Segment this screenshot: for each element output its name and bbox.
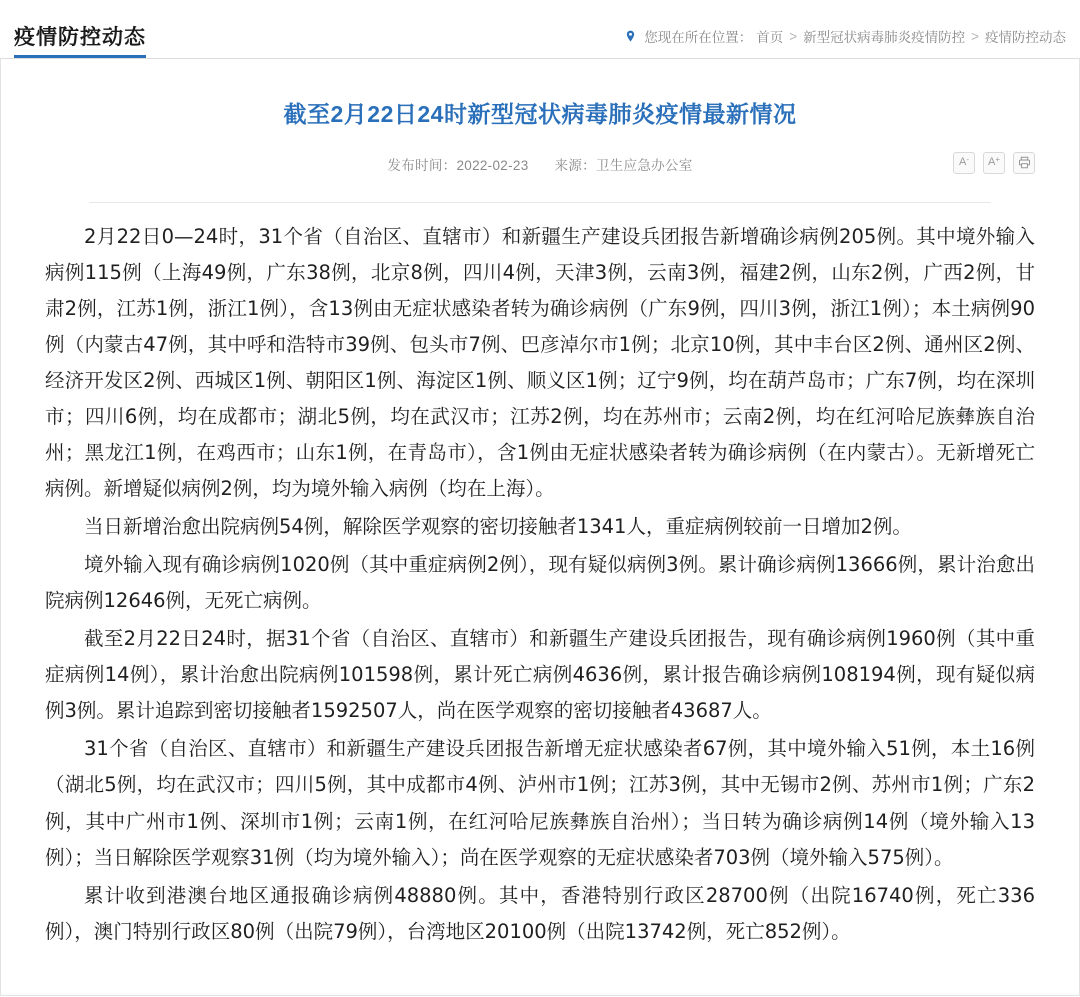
decrease-font-button[interactable] [953,152,975,174]
breadcrumb-item-covid-control[interactable]: 新型冠状病毒肺炎疫情防控 [803,30,966,45]
article-card [0,58,1080,996]
increase-font-sup: + [995,154,1000,164]
page-title: 疫情防控动态 [14,26,146,58]
page-header [0,0,1080,58]
article-source [555,154,693,174]
source-label: 来源： [554,157,596,173]
article-meta-row [61,154,1019,188]
printer-icon [1018,156,1031,169]
article-paragraph: 当日新增治愈出院病例54例，解除医学观察的密切接触者1341人，重症病例较前一日增加2例。 [84,515,912,538]
source-value: 卫生应急办公室 [595,157,693,173]
breadcrumb-item-current: 疫情防控动态 [985,30,1066,45]
location-pin-icon [624,30,637,43]
article-paragraph: 31个省（自治区、直辖市）和新疆生产建设兵团报告新增无症状感染者67例，其中境外输入51例，本土16例（湖北5例，均在武汉市；四川5例，其中成都市4例、泸州市1例；江苏3例，其中无锡市2例、苏州市1例；广东2例，其中广州市1例、深圳市1例；云南1例，在红河哈尼族彝族自治州）；当日转为确诊病例14例（境外输入13例）；当日解除医学观察31例（均为境外输入）；尚在医学观察的无症状感染者703例（境外输入575例）。 [45,737,1035,869]
decrease-font-label: A [958,156,967,168]
article-paragraph: 截至2月22日24时，据31个省（自治区、直辖市）和新疆生产建设兵团报告，现有确诊病例1960例（其中重症病例14例），累计治愈出院病例101598例，累计死亡病例4636例，累计报告确诊病例108194例，现有疑似病例3例。累计追踪到密切接触者1592507人，尚在医学观察的密切接触者43687人。 [45,627,1035,723]
article-paragraph: 2月22日0—24时，31个省（自治区、直辖市）和新疆生产建设兵团报告新增确诊病例205例。其中境外输入病例115例（上海49例，广东38例，北京8例，四川4例，天津3例，云南3例，福建2例，山东2例，广西2例，甘肃2例，江苏1例，浙江1例），含13例由无症状感染者转为确诊病例（广东9例，四川3例，浙江1例）；本土病例90例（内蒙古47例，其中呼和浩特市39例、包头市7例、巴彦淖尔市1例；北京10例，其中丰台区2例、通州区2例、经济开发区2例、西城区1例、朝阳区1例、海淀区1例、顺义区1例；辽宁9例，均在葫芦岛市；广东7例，均在深圳市；四川6例，均在成都市；湖北5例，均在武汉市；江苏2例，均在苏州市；云南2例，均在红河哈尼族彝族自治州；黑龙江1例，在鸡西市；山东1例，在青岛市），含1例由无症状感染者转为确诊病例（在内蒙古）。无新增死亡病例。新增疑似病例2例，均为境外输入病例（均在上海）。 [45,224,1035,500]
article-meta [61,154,1019,174]
article-header [1,59,1079,203]
article-paragraph: 境外输入现有确诊病例1020例（其中重症病例2例），现有疑似病例3例。累计确诊病例13666例，累计治愈出院病例12646例，无死亡病例。 [45,553,1035,613]
decrease-font-sup: - [966,154,969,164]
publish-time-label: 发布时间： [387,157,457,173]
increase-font-label: A [987,156,996,168]
publish-time [387,154,528,174]
increase-font-button[interactable] [983,152,1005,174]
publish-time-value: 2022-02-23 [456,157,529,173]
print-button[interactable] [1013,152,1035,174]
breadcrumb [624,26,1066,58]
article-paragraph: 累计收到港澳台地区通报确诊病例48880例。其中，香港特别行政区28700例（出院16740例，死亡336例），澳门特别行政区80例（出院79例），台湾地区20100例（出院13742例，死亡852例）。 [45,883,1035,943]
breadcrumb-prefix: 您现在所在位置： [644,30,753,45]
article-title: 截至2月22日24时新型冠状病毒肺炎疫情最新情况 [283,101,797,127]
breadcrumb-separator: > [971,28,979,44]
article-tools [953,152,1035,174]
article-body [1,203,1079,950]
breadcrumb-separator: > [789,28,798,44]
breadcrumb-item-home[interactable]: 首页 [756,30,784,45]
